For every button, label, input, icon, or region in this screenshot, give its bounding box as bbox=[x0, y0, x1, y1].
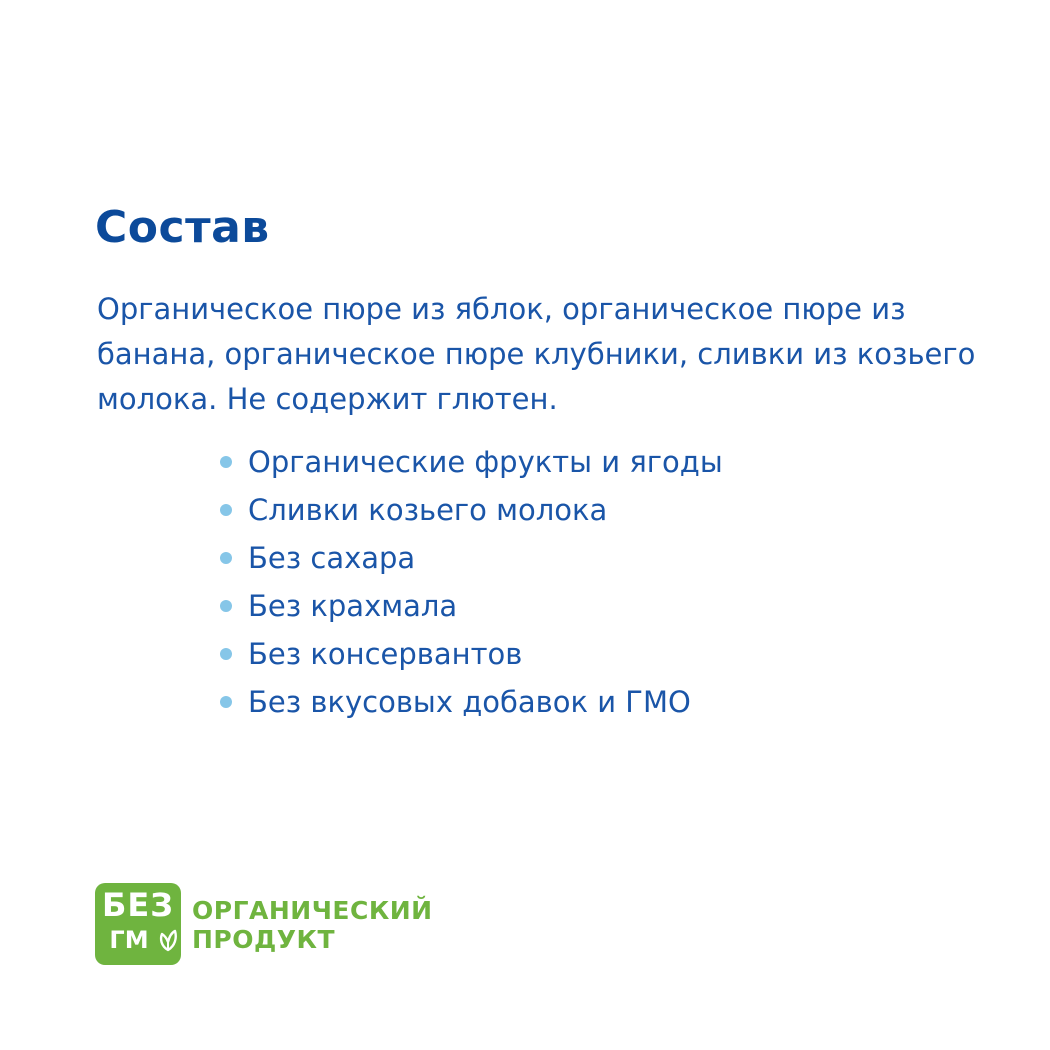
organic-product-label bbox=[192, 896, 433, 954]
bullet-icon bbox=[220, 504, 232, 516]
bullet-icon bbox=[220, 600, 232, 612]
organic-label-line-1: ОРГАНИЧЕСКИЙ bbox=[192, 896, 433, 925]
no-gmo-badge bbox=[95, 883, 181, 965]
list-item bbox=[220, 678, 723, 726]
list-item bbox=[220, 438, 723, 486]
bullet-icon bbox=[220, 696, 232, 708]
bullet-icon bbox=[220, 552, 232, 564]
feature-label: Сливки козьего молока bbox=[248, 493, 608, 527]
bullet-icon bbox=[220, 648, 232, 660]
list-item bbox=[220, 486, 723, 534]
list-item bbox=[220, 582, 723, 630]
leaf-icon bbox=[158, 928, 178, 952]
feature-label: Без консервантов bbox=[248, 637, 523, 671]
bullet-icon bbox=[220, 456, 232, 468]
feature-label: Без вкусовых добавок и ГМО bbox=[248, 685, 691, 719]
badge-line-2-text: ГМ bbox=[109, 926, 149, 954]
badge-line-1: БЕЗ bbox=[102, 886, 174, 924]
feature-label: Без крахмала bbox=[248, 589, 458, 623]
features-list bbox=[220, 438, 723, 726]
list-item bbox=[220, 630, 723, 678]
page-title: Состав bbox=[95, 202, 270, 253]
feature-label: Органические фрукты и ягоды bbox=[248, 445, 723, 479]
organic-label-line-2: ПРОДУКТ bbox=[192, 925, 336, 954]
feature-label: Без сахара bbox=[248, 541, 416, 575]
ingredients-description: Органическое пюре из яблок, органическое пюре из банана, органическое пюре клубники, сливки из козьего молока. Не содержит глютен. bbox=[97, 292, 976, 416]
list-item bbox=[220, 534, 723, 582]
